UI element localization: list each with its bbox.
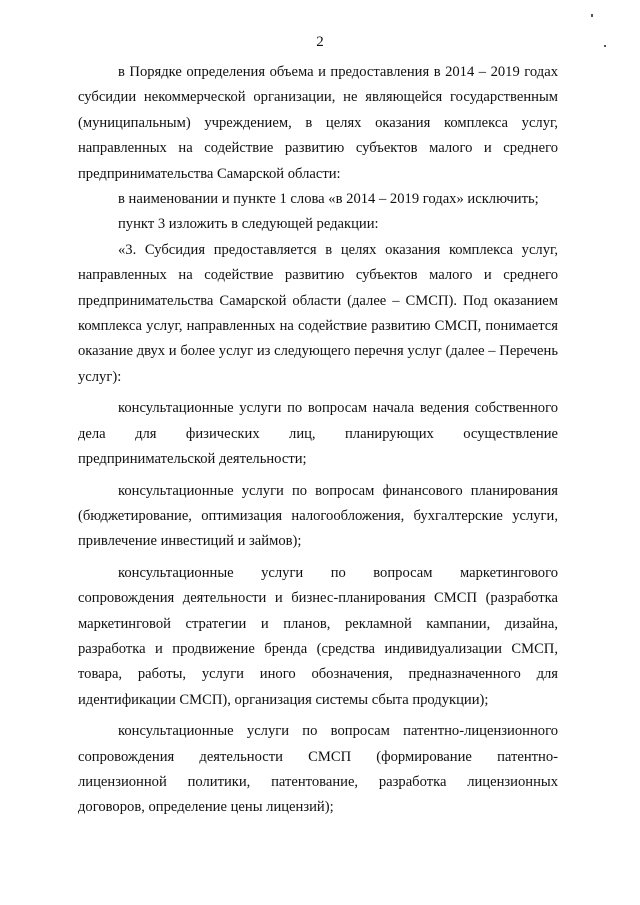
scan-speck bbox=[591, 14, 593, 17]
paragraph-naming-change: в наименовании и пункте 1 слова «в 2014 – 2019 годах» исключить; bbox=[118, 191, 539, 208]
paragraph-item3-intro: пункт 3 изложить в следующей редакции: bbox=[118, 216, 379, 233]
document-body bbox=[78, 60, 558, 821]
paragraph-item3-text: «3. Субсидия предоставляется в целях оказания комплекса услуг, направленных на содействие развитию субъектов малого и среднего предпринимательства Самарской области (далее – СМСП). Под оказанием комплекса услуг, направленных на содействие развитию СМСП, понимается оказание двух и более услуг из следующего перечня услуг (далее – Перечень услуг): bbox=[78, 241, 558, 385]
list-item-marketing-consulting: консультационные услуги по вопросам маркетингового сопровождения деятельности и бизнес-планирования СМСП (разработка маркетинговой стратегии и планов, рекламной кампании, дизайна, разработка и продвижение бренда (средства индивидуализации СМСП, товара, работы, услуги иного обозначения, предназначенного для идентификации СМСП), организация системы сбыта продукции); bbox=[78, 564, 558, 708]
page-number: 2 bbox=[316, 34, 324, 50]
list-item-patent-consulting: консультационные услуги по вопросам патентно-лицензионного сопровождения деятельности СМСП (формирование патентно-лицензионной политики, патентование, разработка лицензионных договоров, определение цены лицензий); bbox=[78, 723, 558, 816]
list-item-startup-consulting: консультационные услуги по вопросам начала ведения собственного дела для физических лиц, планирующих осуществление предпринимательской деятельности; bbox=[78, 400, 558, 468]
paragraph-order-title: в Порядке определения объема и предоставления в 2014 – 2019 годах субсидии некоммерческой организации, не являющейся государственным (муниципальным) учреждением, в целях оказания комплекса услуг, направленных на содействие развитию субъектов малого и среднего предпринимательства Самарской области: bbox=[78, 64, 558, 182]
list-item-financial-consulting: консультационные услуги по вопросам финансового планирования (бюджетирование, оптимизация налогообложения, бухгалтерские услуги, привлечение инвестиций и займов); bbox=[78, 482, 558, 550]
